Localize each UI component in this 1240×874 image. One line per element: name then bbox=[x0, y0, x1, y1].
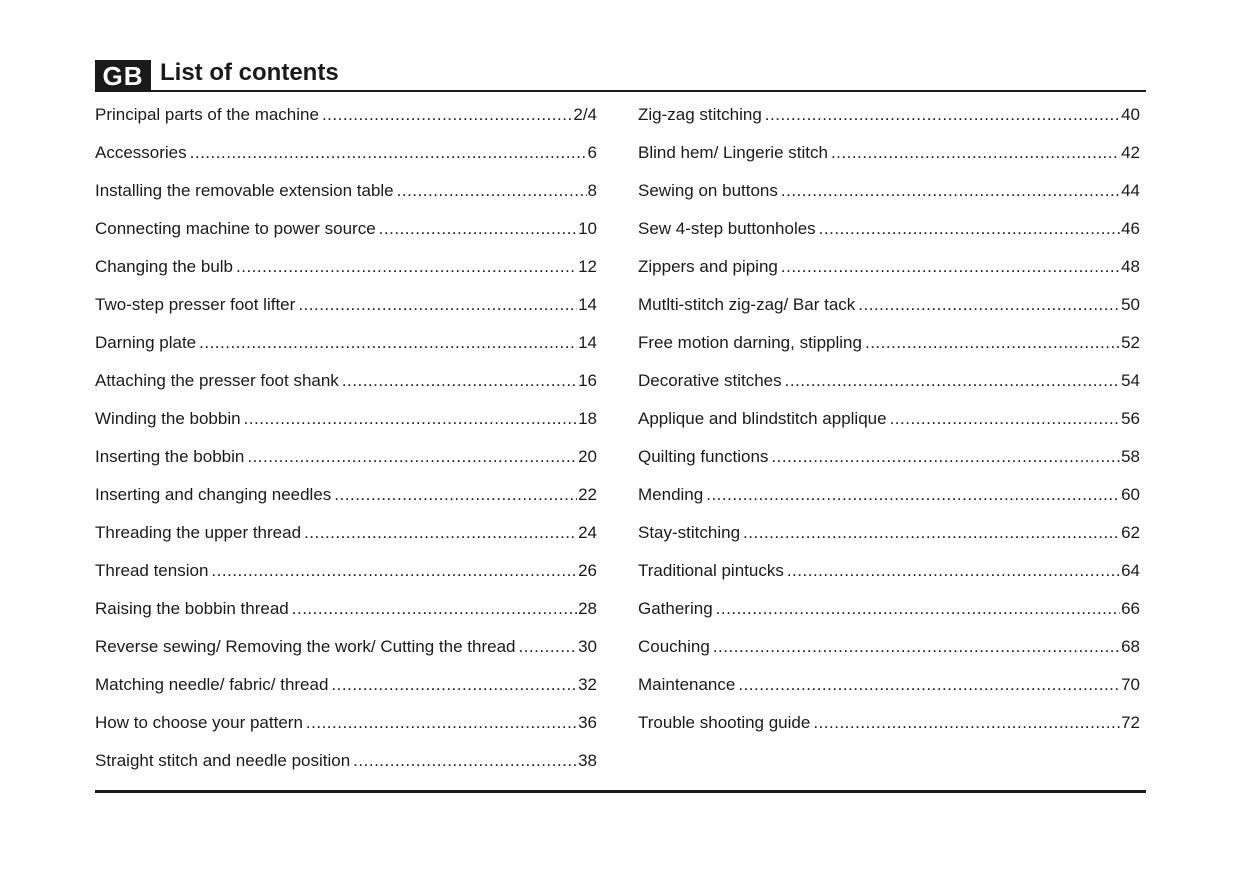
toc-entry-title: Stay-stitching bbox=[638, 523, 741, 542]
toc-entry-title: Raising the bobbin thread bbox=[95, 599, 289, 618]
toc-dot-leader bbox=[211, 552, 577, 590]
toc-entry bbox=[95, 362, 597, 400]
toc-entry bbox=[638, 248, 1140, 286]
toc-entry-page: 48 bbox=[1121, 257, 1140, 276]
toc-dot-leader bbox=[890, 400, 1121, 438]
toc-entry bbox=[638, 400, 1140, 438]
toc-entry-page: 68 bbox=[1121, 637, 1140, 656]
toc-entry-title: Decorative stitches bbox=[638, 371, 782, 390]
toc-entry-title: Connecting machine to power source bbox=[95, 219, 376, 238]
toc-entry-page: 42 bbox=[1121, 143, 1140, 162]
toc-entry-page: 28 bbox=[578, 599, 597, 618]
toc-dot-leader bbox=[771, 438, 1120, 476]
toc-dot-leader bbox=[738, 666, 1120, 704]
toc-entry-title: Mutlti-stitch zig-zag/ Bar tack bbox=[638, 295, 856, 314]
toc-entry-page: 16 bbox=[578, 371, 597, 390]
toc-entry-title: How to choose your pattern bbox=[95, 713, 303, 732]
toc-entry-title: Mending bbox=[638, 485, 704, 504]
toc-entry-page: 58 bbox=[1121, 447, 1140, 466]
toc-entry-page: 26 bbox=[578, 561, 597, 580]
toc-entry bbox=[95, 400, 597, 438]
toc-entry-page: 46 bbox=[1121, 219, 1140, 238]
toc-entry-page: 52 bbox=[1121, 333, 1140, 352]
toc-entry bbox=[638, 666, 1140, 704]
toc-column-left bbox=[95, 96, 597, 780]
toc-entry-title: Thread tension bbox=[95, 561, 209, 580]
toc-entry bbox=[638, 210, 1140, 248]
page-title: List of contents bbox=[160, 59, 339, 86]
toc-entry bbox=[638, 628, 1140, 666]
toc-dot-leader bbox=[334, 476, 577, 514]
toc-entry-title: Reverse sewing/ Removing the work/ Cutting the thread bbox=[95, 637, 516, 656]
toc-entry-title: Couching bbox=[638, 637, 710, 656]
toc-dot-leader bbox=[713, 628, 1120, 666]
toc-dot-leader bbox=[865, 324, 1120, 362]
toc-entry bbox=[638, 438, 1140, 476]
toc-entry-page: 70 bbox=[1121, 675, 1140, 694]
toc-entry-title: Principal parts of the machine bbox=[95, 105, 319, 124]
toc-entry-page: 62 bbox=[1121, 523, 1140, 542]
toc-dot-leader bbox=[292, 590, 577, 628]
toc-entry-title: Threading the upper thread bbox=[95, 523, 302, 542]
toc-entry-page: 20 bbox=[578, 447, 597, 466]
toc-dot-leader bbox=[787, 552, 1120, 590]
toc-entry-title: Zippers and piping bbox=[638, 257, 778, 276]
toc-entry-title: Inserting the bobbin bbox=[95, 447, 245, 466]
toc-entry bbox=[95, 134, 597, 172]
toc-entry-page: 6 bbox=[587, 143, 597, 162]
toc-entry-title: Applique and blindstitch applique bbox=[638, 409, 887, 428]
toc-entry-page: 64 bbox=[1121, 561, 1140, 580]
toc-entry-title: Sewing on buttons bbox=[638, 181, 778, 200]
toc-entry-page: 2/4 bbox=[573, 105, 597, 124]
toc-entry-page: 50 bbox=[1121, 295, 1140, 314]
toc-dot-leader bbox=[819, 210, 1120, 248]
toc-dot-leader bbox=[244, 400, 578, 438]
toc-dot-leader bbox=[306, 704, 577, 742]
toc-entry-page: 36 bbox=[578, 713, 597, 732]
toc-entry bbox=[638, 362, 1140, 400]
toc-entry-title: Installing the removable extension table bbox=[95, 181, 394, 200]
toc-dot-leader bbox=[236, 248, 577, 286]
toc-entry-title: Gathering bbox=[638, 599, 713, 618]
toc-entry bbox=[95, 514, 597, 552]
toc-dot-leader bbox=[397, 172, 587, 210]
toc-entry-page: 12 bbox=[578, 257, 597, 276]
toc-entry bbox=[95, 628, 597, 666]
toc-entry bbox=[95, 476, 597, 514]
toc-dot-leader bbox=[765, 96, 1120, 134]
toc-entry-title: Traditional pintucks bbox=[638, 561, 784, 580]
toc-entry-title: Winding the bobbin bbox=[95, 409, 241, 428]
toc-entry bbox=[95, 666, 597, 704]
toc-dot-leader bbox=[706, 476, 1120, 514]
toc-entry bbox=[95, 172, 597, 210]
toc-entry-page: 38 bbox=[578, 751, 597, 770]
toc-entry bbox=[95, 324, 597, 362]
toc-entry-page: 14 bbox=[578, 295, 597, 314]
toc-entry-page: 44 bbox=[1121, 181, 1140, 200]
toc-entry-page: 14 bbox=[578, 333, 597, 352]
toc-entry bbox=[638, 96, 1140, 134]
toc-entry bbox=[638, 514, 1140, 552]
toc-entry-title: Two-step presser foot lifter bbox=[95, 295, 296, 314]
toc-dot-leader bbox=[199, 324, 577, 362]
toc-entry bbox=[95, 552, 597, 590]
toc-entry-page: 10 bbox=[578, 219, 597, 238]
toc-entry-page: 24 bbox=[578, 523, 597, 542]
toc-dot-leader bbox=[304, 514, 577, 552]
toc-entry-title: Quilting functions bbox=[638, 447, 769, 466]
toc-entry bbox=[638, 552, 1140, 590]
language-badge: GB bbox=[95, 60, 151, 92]
toc-entry bbox=[95, 742, 597, 780]
toc-dot-leader bbox=[247, 438, 577, 476]
toc-entry-page: 54 bbox=[1121, 371, 1140, 390]
toc-entry-title: Matching needle/ fabric/ thread bbox=[95, 675, 329, 694]
toc-entry bbox=[95, 590, 597, 628]
toc-dot-leader bbox=[190, 134, 587, 172]
toc-entry bbox=[95, 704, 597, 742]
toc-dot-leader bbox=[716, 590, 1120, 628]
toc-entry-page: 60 bbox=[1121, 485, 1140, 504]
toc-entry bbox=[95, 210, 597, 248]
toc-entry-page: 66 bbox=[1121, 599, 1140, 618]
toc-entry bbox=[638, 590, 1140, 628]
toc-dot-leader bbox=[831, 134, 1120, 172]
toc-entry-title: Blind hem/ Lingerie stitch bbox=[638, 143, 828, 162]
toc-entry-page: 8 bbox=[587, 181, 597, 200]
toc-dot-leader bbox=[785, 362, 1120, 400]
toc-entry-title: Changing the bulb bbox=[95, 257, 234, 276]
toc-entry-title: Attaching the presser foot shank bbox=[95, 371, 339, 390]
toc-column-right bbox=[638, 96, 1140, 742]
toc-dot-leader bbox=[781, 248, 1120, 286]
toc-dot-leader bbox=[342, 362, 577, 400]
toc-entry-title: Straight stitch and needle position bbox=[95, 751, 351, 770]
toc-entry-title: Free motion darning, stippling bbox=[638, 333, 862, 352]
toc-entry bbox=[638, 134, 1140, 172]
toc-entry bbox=[638, 704, 1140, 742]
toc-dot-leader bbox=[298, 286, 577, 324]
toc-dot-leader bbox=[353, 742, 577, 780]
toc-entry bbox=[95, 438, 597, 476]
toc-entry bbox=[638, 476, 1140, 514]
header bbox=[95, 56, 1146, 92]
toc-entry-page: 56 bbox=[1121, 409, 1140, 428]
toc-entry-title: Accessories bbox=[95, 143, 187, 162]
toc-dot-leader bbox=[322, 96, 572, 134]
toc-entry bbox=[638, 172, 1140, 210]
toc-entry-title: Trouble shooting guide bbox=[638, 713, 811, 732]
toc-entry-title: Inserting and changing needles bbox=[95, 485, 332, 504]
toc-dot-leader bbox=[379, 210, 577, 248]
toc-entry bbox=[95, 96, 597, 134]
toc-entry bbox=[638, 324, 1140, 362]
toc-dot-leader bbox=[331, 666, 577, 704]
toc-entry-page: 30 bbox=[578, 637, 597, 656]
toc-entry-title: Sew 4-step buttonholes bbox=[638, 219, 816, 238]
toc-entry-title: Darning plate bbox=[95, 333, 197, 352]
footer-rule bbox=[95, 790, 1146, 793]
toc-entry-page: 72 bbox=[1121, 713, 1140, 732]
toc-entry bbox=[95, 248, 597, 286]
toc-entry-title: Zig-zag stitching bbox=[638, 105, 762, 124]
toc-dot-leader bbox=[858, 286, 1120, 324]
toc-dot-leader bbox=[743, 514, 1120, 552]
toc-dot-leader bbox=[518, 628, 577, 666]
toc-entry bbox=[638, 286, 1140, 324]
toc-entry-page: 32 bbox=[578, 675, 597, 694]
toc-entry bbox=[95, 286, 597, 324]
toc-entry-page: 18 bbox=[578, 409, 597, 428]
toc-dot-leader bbox=[781, 172, 1120, 210]
toc-entry-page: 22 bbox=[578, 485, 597, 504]
toc-dot-leader bbox=[813, 704, 1120, 742]
toc-entry-page: 40 bbox=[1121, 105, 1140, 124]
toc-entry-title: Maintenance bbox=[638, 675, 736, 694]
